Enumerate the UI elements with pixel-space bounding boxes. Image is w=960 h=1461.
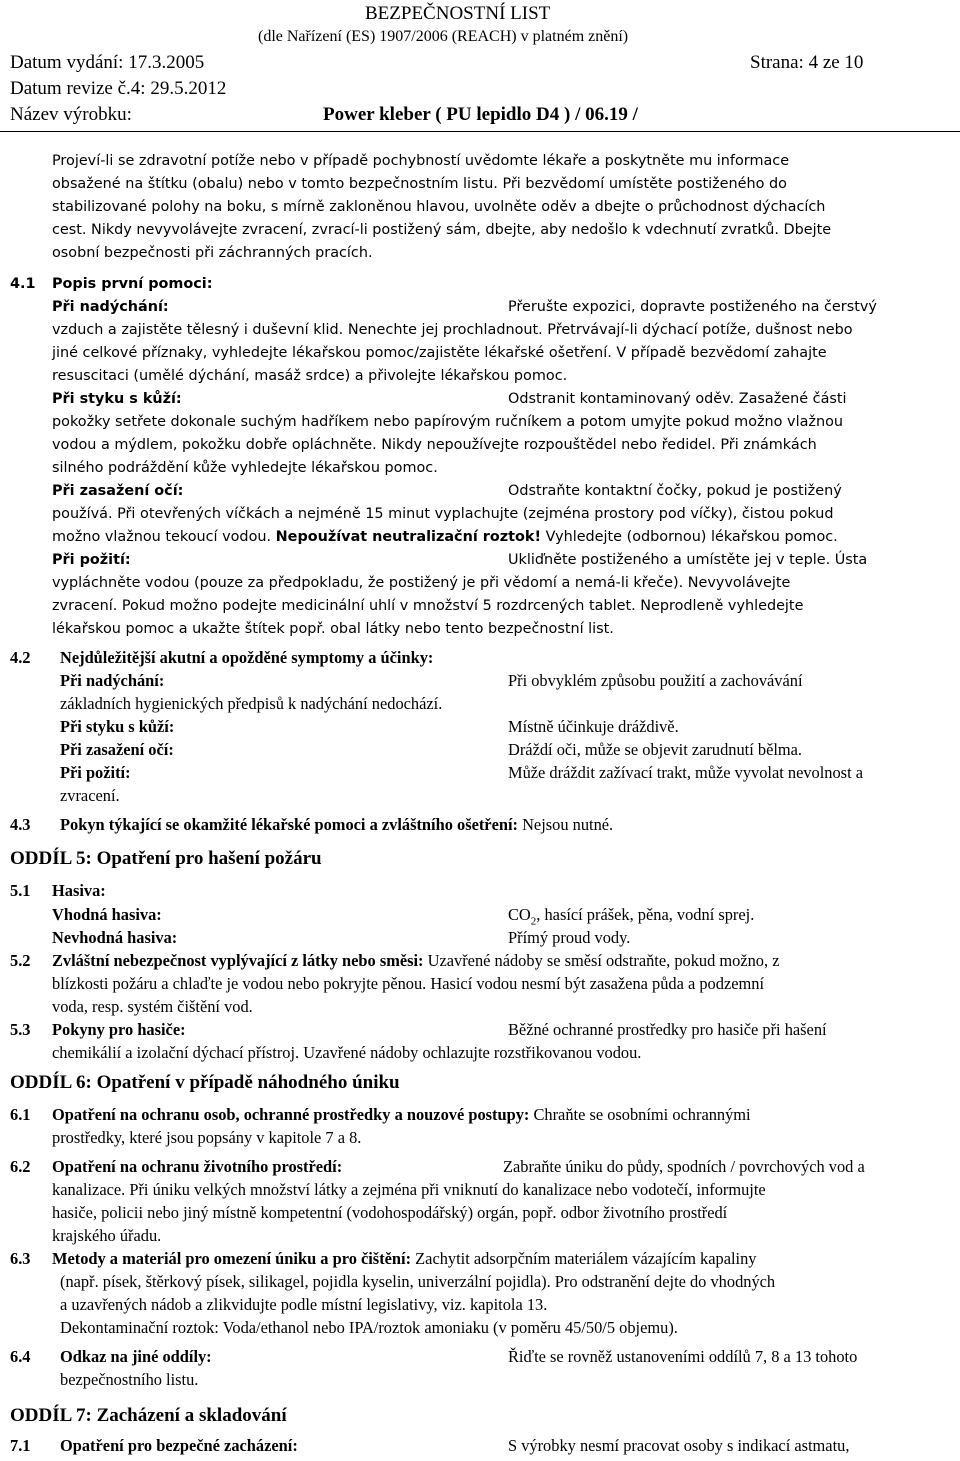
subsection-title: Popis první pomoci: <box>52 276 213 292</box>
skin-text: Odstranit kontaminovaný oděv. Zasažené části <box>508 391 847 407</box>
eye-label: Při zasažení očí: <box>52 483 184 499</box>
suitable-text: $CO_2$, hasící prášek, pěna, vodní sprej. <box>508 905 755 928</box>
regulation-note: (dle Nařízení (ES) 1907/2006 (REACH) v platném znění) <box>258 28 629 45</box>
skin-label: Při styku s kůží: <box>52 391 182 407</box>
eye-warning: Nepoužívat neutralizační roztok! <box>275 529 542 545</box>
subsection-line: Opatření na ochranu osob, ochranné prostředky a nouzové postupy: Chraňte se osobními ochrannými <box>52 1105 751 1124</box>
header-divider <box>0 131 960 132</box>
inhalation-line: jiné celkové příznaky, vyhledejte lékařskou pomoc/zajistěte lékařské ošetření. V případě bezvědomí zahajte <box>52 345 827 361</box>
section-heading: ODDÍL 5: Opatření pro hašení požáru <box>10 848 322 869</box>
unsuitable-label: Nevhodná hasiva: <box>52 928 178 947</box>
skin-text: Místně účinkuje dráždivě. <box>508 717 679 736</box>
ingestion-line: zvracení. <box>60 786 120 805</box>
eye-line: možno vlažnou tekoucí vodou. Nepoužívat neutralizační roztok! Vyhledejte (odbornou) lékařskou pomoc. <box>52 529 838 545</box>
revision-date: Datum revize č.4: 29.5.2012 <box>10 78 227 99</box>
paragraph-line: voda, resp. systém čištění vod. <box>52 997 253 1016</box>
subsection-number: 7.1 <box>10 1436 31 1455</box>
ingestion-line: vypláchněte vodou (pouze za předpokladu, že postižený je při vědomí a nemá-li křeče). Nevyvolávejte <box>52 575 791 591</box>
paragraph-line: krajského úřadu. <box>52 1226 162 1245</box>
subsection-number: 4.1 <box>10 276 36 292</box>
subsection-line: Zvláštní nebezpečnost vyplývající z látky nebo směsi: Uzavřené nádoby se směsí odstraňte, pokud možno, z <box>52 951 780 970</box>
inhalation-line: vzduch a zajistěte tělesný i duševní klid. Nenechte jej prochladnout. Přetrvávají-li dýchací potíže, dušnost nebo <box>52 322 853 338</box>
product-name: Power kleber ( PU lepidlo D4 ) / 06.19 / <box>323 104 638 125</box>
subsection-line: Pokyn týkající se okamžité lékařské pomoci a zvláštního ošetření: Nejsou nutné. <box>60 815 614 834</box>
ingestion-label: Při požití: <box>60 763 131 782</box>
eye-text: Odstraňte kontaktní čočky, pokud je postižený <box>508 483 842 499</box>
skin-line: vodou a mýdlem, pokožku dobře opláchněte. Nikdy nepoužívejte rozpouštědel nebo ředidel. Při známkách <box>52 437 817 453</box>
ingestion-line: lékařskou pomoc a ukažte štítek popř. obal látky nebo tento bezpečnostní list. <box>52 621 614 637</box>
subsection-title: Pokyny pro hasiče: <box>52 1020 186 1039</box>
ingestion-text: Ukliďněte postiženého a umístěte jej v teple. Ústa <box>508 552 868 568</box>
subsection-number: 5.3 <box>10 1020 31 1039</box>
intro-line: cest. Nikdy nevyvolávejte zvracení, zvrací-li postižený sám, dbejte, aby nedošlo k vdechnutí zvratků. Dbejte <box>52 222 832 238</box>
reference-text: Řiďte se rovněž ustanoveními oddílů 7, 8 a 13 tohoto <box>508 1347 858 1366</box>
paragraph-line: hasiče, policii nebo jiný místně kompetentní (vodohospodářský) orgán, popř. odbor životního prostředí <box>52 1203 728 1222</box>
skin-line: silného podráždění kůže vyhledejte lékařskou pomoc. <box>52 460 438 476</box>
inhalation-label: Při nadýchání: <box>52 299 169 315</box>
inhalation-line: základních hygienických předpisů k nadýchání nedochází. <box>60 694 443 713</box>
subsection-number: 6.3 <box>10 1249 31 1268</box>
paragraph-line: prostředky, které jsou popsány v kapitole 7 a 8. <box>52 1128 362 1147</box>
eye-text: Dráždí oči, může se objevit zarudnutí bělma. <box>508 740 803 759</box>
subsection-number: 5.1 <box>10 881 31 900</box>
intro-line: obsažené na štítku (obalu) nebo v tomto bezpečnostním listu. Při bezvědomí umístěte postiženého do <box>52 176 787 192</box>
paragraph-line: a uzavřených nádob a zlikvidujte podle místní legislativy, viz. kapitola 13. <box>60 1295 548 1314</box>
skin-label: Při styku s kůží: <box>60 717 175 736</box>
paragraph-line: blízkosti požáru a chlaďte je vodou nebo pokryjte pěnou. Hasicí vodou nesmí být zasažena půda a podzemní <box>52 974 764 993</box>
document-title: BEZPEČNOSTNÍ LIST <box>365 3 551 24</box>
ingestion-line: zvracení. Pokud možno podejte medicinální uhlí v množství 5 rozdrcených tablet. Neprodleně vyhledejte <box>52 598 804 614</box>
subsection-number: 4.2 <box>10 648 31 667</box>
paragraph-line: Dekontaminační roztok: Voda/ethanol nebo IPA/roztok amoniaku (v poměru 45/50/5 objemu). <box>60 1318 678 1337</box>
intro-line: osobní bezpečnosti při záchranných pracích. <box>52 245 373 261</box>
subsection-number: 6.1 <box>10 1105 31 1124</box>
suitable-label: Vhodná hasiva: <box>52 905 162 924</box>
subsection-title: Opatření na ochranu životního prostředí: <box>52 1157 343 1176</box>
subsection-title: Opatření pro bezpečné zacházení: <box>60 1436 298 1455</box>
subsection-title: Metody a materiál pro omezení úniku a pro čištění: <box>52 1249 412 1268</box>
page-number: Strana: 4 ze 10 <box>750 52 864 73</box>
subsection-title: Opatření na ochranu osob, ochranné prostředky a nouzové postupy: <box>52 1105 530 1124</box>
subsection-number: 6.4 <box>10 1347 31 1366</box>
inhalation-text: Přerušte expozici, dopravte postiženého na čerstvý <box>508 299 877 315</box>
subsection-title: Pokyn týkající se okamžité lékařské pomoci a zvláštního ošetření: <box>60 815 518 834</box>
subsection-title: Nejdůležitější akutní a opožděné symptomy a účinky: <box>60 648 434 667</box>
ingestion-text: Může dráždit zažívací trakt, může vyvolat nevolnost a <box>508 763 863 782</box>
issue-date: Datum vydání: 17.3.2005 <box>10 52 205 73</box>
intro-line: Projeví-li se zdravotní potíže nebo v případě pochybností uvědomte lékaře a poskytněte mu informace <box>52 153 790 169</box>
subsection-line: Metody a materiál pro omezení úniku a pro čištění: Zachytit adsorpčním materiálem vázajícím kapaliny <box>52 1249 757 1268</box>
eye-line: používá. Při otevřených víčkách a nejméně 15 minut vyplachujte (zejména prostory pod víčky), čistou pokud <box>52 506 834 522</box>
subsection-number: 5.2 <box>10 951 31 970</box>
inhalation-label: Při nadýchání: <box>60 671 165 690</box>
environment-text: Zabraňte úniku do půdy, spodních / povrchových vod a <box>503 1157 865 1176</box>
section-heading: ODDÍL 6: Opatření v případě náhodného úniku <box>10 1072 400 1093</box>
section-heading: ODDÍL 7: Zacházení a skladování <box>10 1405 287 1426</box>
paragraph-line: bezpečnostního listu. <box>60 1370 199 1389</box>
product-label: Název výrobku: <box>10 104 132 125</box>
subsection-title: Hasiva: <box>52 881 106 900</box>
unsuitable-text: Přímý proud vody. <box>508 928 631 947</box>
firefighter-text: Běžné ochranné prostředky pro hasiče při hašení <box>508 1020 827 1039</box>
paragraph-line: chemikálií a izolační dýchací přístroj. Uzavřené nádoby ochlazujte rozstřikovanou vodou. <box>52 1043 642 1062</box>
subsection-number: 6.2 <box>10 1157 31 1176</box>
inhalation-line: resuscitaci (umělé dýchání, masáž srdce) a přivolejte lékařskou pomoc. <box>52 368 568 384</box>
handling-text: S výrobky nesmí pracovat osoby s indikací astmatu, <box>508 1436 850 1455</box>
ingestion-label: Při požití: <box>52 552 131 568</box>
eye-label: Při zasažení očí: <box>60 740 174 759</box>
subsection-number: 4.3 <box>10 815 31 834</box>
paragraph-line: (např. písek, štěrkový písek, silikagel, pojidla kyselin, univerzální pojidla). Pro odstranění dejte do vhodných <box>60 1272 776 1291</box>
subsection-title: Zvláštní nebezpečnost vyplývající z látky nebo směsi: <box>52 951 424 970</box>
inhalation-text: Při obvyklém způsobu použití a zachovávání <box>508 671 803 690</box>
intro-line: stabilizované polohy na boku, s mírně zakloněnou hlavou, uvolněte oděv a dbejte o průchodnost dýchacích <box>52 199 826 215</box>
subsection-title: Odkaz na jiné oddíly: <box>60 1347 212 1366</box>
skin-line: pokožky setřete dokonale suchým hadříkem nebo papírovým ručníkem a potom umyjte pokud možno vlažnou <box>52 414 843 430</box>
paragraph-line: kanalizace. Při úniku velkých množství látky a zejména při vniknutí do kanalizace nebo vodotečí, informujte <box>52 1180 766 1199</box>
